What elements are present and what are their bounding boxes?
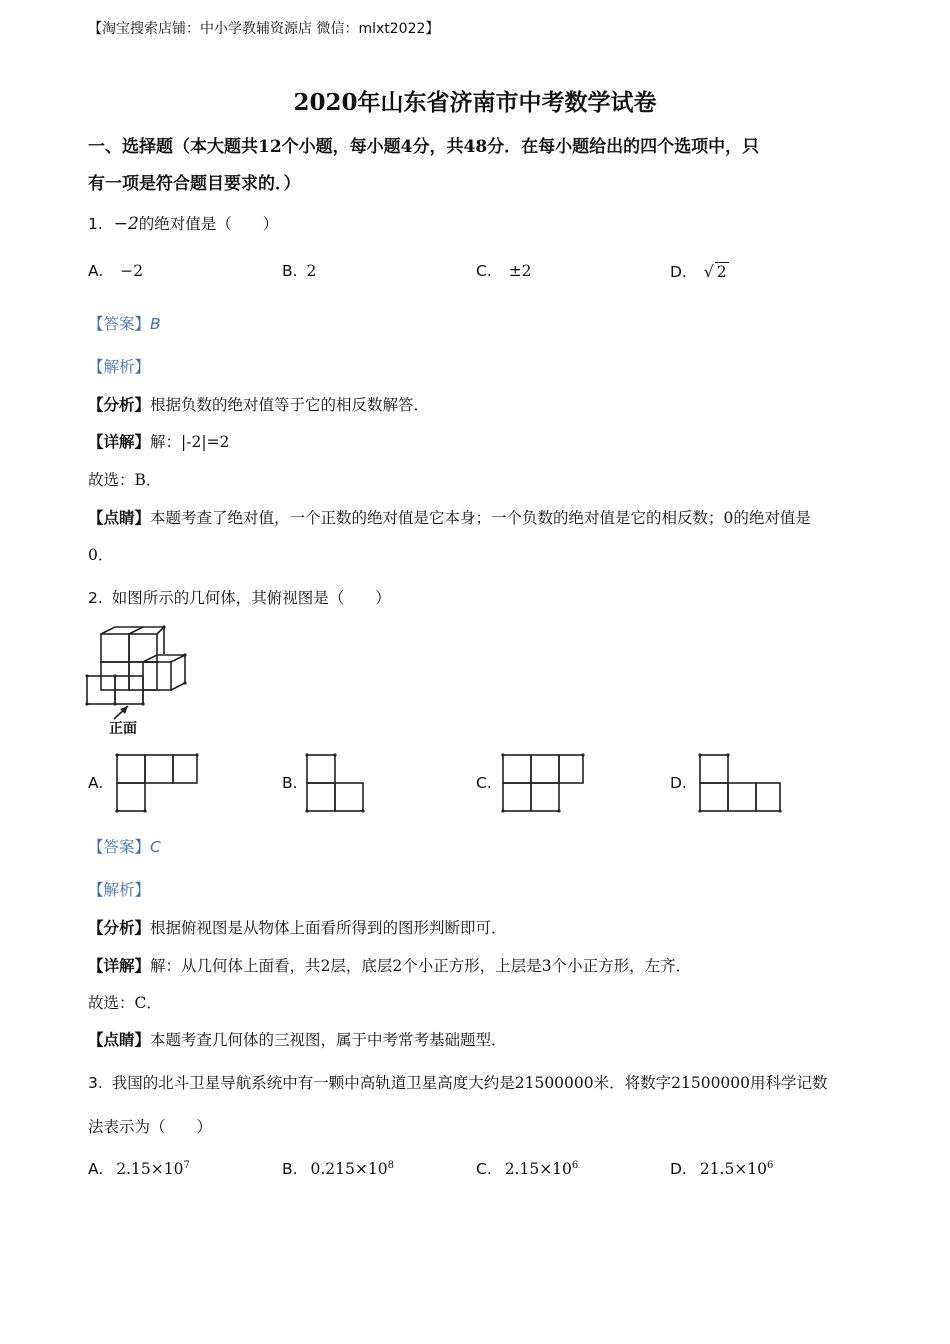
header-note: 【淘宝搜索店铺：中小学教辅资源店 微信：mlxt2022】: [88, 21, 440, 37]
q1-option-a: A. −2: [88, 262, 144, 280]
q2-xiangjie: 【详解】解：从几何体上面看，共2层，底层2个小正方形，上层是3个小正方形，左齐．: [88, 956, 692, 975]
q1-dianjing: 【点睛】本题考查了绝对值，一个正数的绝对值是它本身；一个负数的绝对值是它的相反数；0的绝对值是: [88, 508, 811, 527]
q2-figure-label: 正面: [109, 721, 137, 737]
q2-option-c-figure: [500, 752, 590, 814]
page-title: 2020年山东省济南市中考数学试卷: [293, 89, 657, 116]
q2-option-d-label: D.: [670, 774, 687, 792]
q3-option-a: A. $2.15\times 10^7$: [88, 1160, 190, 1178]
q2-analysis-tag: 【解析】: [88, 881, 151, 899]
q1-stem-text: 的绝对值是（ ）: [138, 215, 279, 233]
q1-option-b: B. 2: [282, 262, 317, 280]
q1-number: 1.: [88, 215, 103, 233]
q3-option-b: B. $0.215\times 10^8$: [282, 1160, 394, 1178]
q3-option-c: C. $2.15\times 10^6$: [476, 1160, 579, 1178]
q1-option-d-radicand: 2: [716, 263, 727, 281]
q2-stem: 2. 如图所示的几何体，其俯视图是（ ）: [88, 589, 391, 607]
q1-dianjing-cont: 0．: [88, 546, 114, 564]
section-heading-line2: 有一项是符合题目要求的．）: [88, 174, 301, 194]
q3-stem: 3. 我国的北斗卫星导航系统中有一颗中高轨道卫星高度大约是21500000米．将数字21500000用科学记数: [88, 1074, 828, 1092]
q3-stem-cont: 法表示为（ ）: [88, 1118, 213, 1136]
q2-option-a-figure: [114, 752, 204, 814]
q2-option-b-label: B.: [282, 774, 298, 792]
q2-fenxi: 【分析】根据俯视图是从物体上面看所得到的图形判断即可．: [88, 918, 507, 937]
q1-fenxi: 【分析】根据负数的绝对值等于它的相反数解答．: [88, 395, 430, 414]
q2-solid-figure: [84, 624, 199, 739]
q1-xiangjie: 【详解】解：|-2|=2: [88, 432, 230, 451]
q1-option-c: C. ±2: [476, 262, 532, 280]
q1-stem-math: −2: [113, 214, 139, 234]
q2-option-d-figure: [697, 752, 787, 814]
q2-dianjing: 【点睛】本题考查几何体的三视图，属于中考常考基础题型．: [88, 1030, 507, 1049]
q2-answer: 【答案】C: [88, 838, 161, 856]
q2-guxuan: 故选：C．: [88, 994, 162, 1012]
q2-option-c-label: C.: [476, 774, 492, 792]
q1-answer: 【答案】B: [88, 315, 161, 333]
q2-option-b-figure: [304, 752, 370, 814]
q1-option-d: D. √ 2: [670, 263, 727, 281]
q3-option-d: D. $21.5\times 10^6$: [670, 1160, 774, 1178]
q1-guxuan: 故选：B．: [88, 471, 162, 489]
q1-stem: [88, 212, 278, 234]
q1-analysis-tag: 【解析】: [88, 358, 151, 376]
q2-option-a-label: A.: [88, 774, 104, 792]
section-heading-line1: 一、选择题（本大题共12个小题，每小题4分，共48分．在每小题给出的四个选项中，只: [88, 137, 760, 157]
